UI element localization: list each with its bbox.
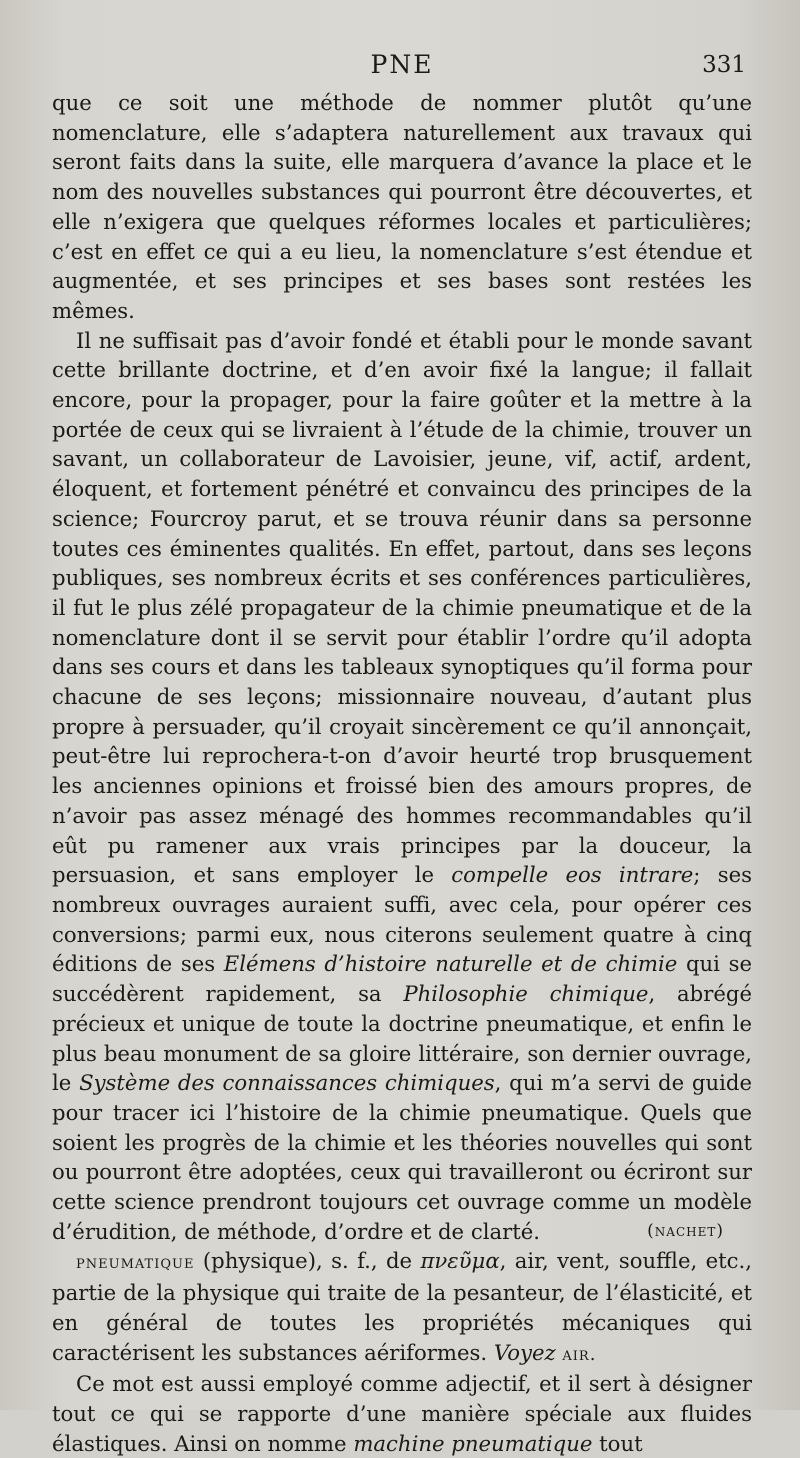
book-title: Philosophie chimique bbox=[403, 981, 649, 1007]
text-run: , qui m’a servi de guide pour tracer ici l’histoire de la chimie pneumatique. Quels que soient les progrès de la chimie et les théories nouvelles qui sont ou pourront être adoptées, ceux qui travailleront ou écriront sur cette science prendront toujours cet ouvrage comme un modèle d’érudition, de méthode, d’ordre et de clarté. bbox=[52, 1070, 752, 1244]
page-header bbox=[52, 50, 752, 88]
text-run: ; ses nombreux ouvrages auraient suffi, avec cela, pour opérer ces conversions; parmi eux, nous citerons seulement quatre à cinq éditions de ses bbox=[52, 862, 752, 977]
text-run: que ce soit une méthode de nommer plutôt qu’une nomenclature, elle s’adaptera naturellement aux travaux qui seront faits dans la suite, elle marquera d’avance la place et le nom des nouvelles substances qui pourront être découvertes, et elle n’exigera que quelques réformes locales et particulières; c’est en effet ce qui a eu lieu, la nomenclature s’est étendue et augmentée, et ses principes et ses bases sont restées les mêmes. bbox=[52, 90, 752, 323]
paragraph-adjective bbox=[52, 1369, 752, 1458]
text-run: qui se succédèrent rapidement, sa bbox=[52, 951, 752, 1007]
term-italic: machine pneumatique bbox=[353, 1430, 593, 1456]
text-run: Ce mot est aussi employé comme adjectif, et il sert à désigner tout ce qui se rapporte d’une manière spéciale aux fluides élastiques. Ainsi on nomme bbox=[52, 1371, 752, 1456]
text-run: , abrégé précieux et unique de toute la doctrine pneumatique, et enfin le plus beau monument de sa gloire littéraire, son dernier ouvrage, le bbox=[52, 981, 752, 1096]
latin-phrase: compelle eos intrare bbox=[451, 862, 694, 888]
text-run: Il ne suffisait pas d’avoir fondé et établi pour le monde savant cette brillante doctrine, et d’en avoir fixé la langue; il fallait encore, pour la propager, pour la faire goûter et la mettre à la portée de ceux qui se livraient à l’étude de la chimie, trouver un savant, un collaborateur de Lavoisier, jeune, vif, actif, ardent, éloquent, et fortement pénétré et convaincu des principes de la science; Fourcroy parut, et se trouva réunir dans sa personne toutes ces éminentes qualités. En effet, partout, dans ses leçons publiques, ses nombreux écrits et ses conférences particulières, il fut le plus zélé propagateur de la chimie pneumatique et de la nomenclature dont il se servit pour établir l’ordre qu’il adopta dans ses cours et dans les tableaux synoptiques qu’il forma pour chacune de ses leçons; missionnaire nouveau, d’autant plus propre à persuader, qu’il croyait sincèrement ce qu’il annonçait, peut-être lui reprochera-t-on d’avoir heurté trop brusquement les anciennes opinions et froissé bien des amours propres, de n’avoir pas assez ménagé des hommes recommandables qu’il eût pu ramener aux vrais principes par la douceur, la persuasion, et sans employer le bbox=[52, 327, 752, 888]
text-run: tout bbox=[599, 1430, 643, 1456]
book-title: Elémens d’histoire naturelle et de chimie bbox=[223, 951, 678, 977]
paragraph-nomenclature bbox=[52, 88, 752, 326]
text-run: (physique), s. f., de bbox=[202, 1248, 413, 1274]
running-head: PNE bbox=[370, 50, 434, 79]
body-text bbox=[52, 88, 752, 1458]
author-signature: (nachet) bbox=[647, 1220, 724, 1241]
paragraph-fourcroy bbox=[52, 326, 752, 1247]
entry-headword: pneumatique bbox=[76, 1252, 195, 1274]
page-number: 331 bbox=[702, 52, 746, 78]
voyez-label: Voyez bbox=[493, 1339, 556, 1365]
cross-reference: air. bbox=[562, 1343, 597, 1365]
book-title: Système des connaissances chimiques bbox=[79, 1070, 495, 1096]
text-run: , air, vent, souffle, etc., partie de la physique qui traite de la pesanteur, de l’élasticité, et en général de toutes les propriétés mécaniques qui caractérisent les substances aériformes. bbox=[52, 1248, 752, 1365]
greek-etymology: πνεῦμα bbox=[420, 1248, 500, 1274]
entry-pneumatique bbox=[52, 1246, 752, 1369]
